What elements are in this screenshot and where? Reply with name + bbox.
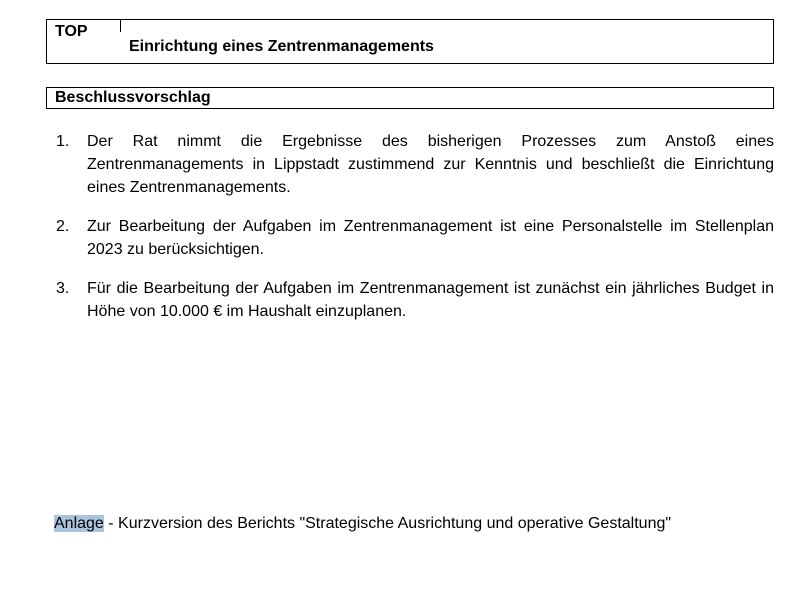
- top-label: TOP: [55, 23, 88, 40]
- resolution-list: [56, 130, 774, 339]
- item-text: Für die Bearbeitung der Aufgaben im Zentrenmanagement ist zunächst ein jährliches Budget in Höhe von 10.000 € im Haushalt einzuplanen.: [87, 280, 774, 320]
- item-text: Zur Bearbeitung der Aufgaben im Zentrenmanagement ist eine Personalstelle im Stellenplan 2023 zu berücksichtigen.: [87, 218, 774, 258]
- list-item: [56, 215, 774, 261]
- list-item: [56, 277, 774, 323]
- attachment-text: - Kurzversion des Berichts "Strategische Ausrichtung und operative Gestaltung": [103, 515, 672, 532]
- item-text: Der Rat nimmt die Ergebnisse des bisherigen Prozesses zum Anstoß eines Zentrenmanagements in Lippstadt zustimmend zur Kenntnis und beschließt die Einrichtung eines Zentrenmanagements.: [87, 133, 774, 196]
- item-number: 1.: [56, 133, 70, 150]
- resolution-heading-box: [46, 87, 774, 109]
- attachment-label-selected[interactable]: Anlage: [54, 515, 104, 532]
- resolution-heading: Beschlussvorschlag: [55, 89, 211, 106]
- top-divider: [120, 20, 121, 32]
- top-header-box: [46, 19, 774, 64]
- item-number: 2.: [56, 218, 70, 235]
- agenda-title: Einrichtung eines Zentrenmanagements: [129, 38, 434, 55]
- list-item: [56, 130, 774, 199]
- attachment-line: [54, 515, 671, 533]
- item-number: 3.: [56, 280, 70, 297]
